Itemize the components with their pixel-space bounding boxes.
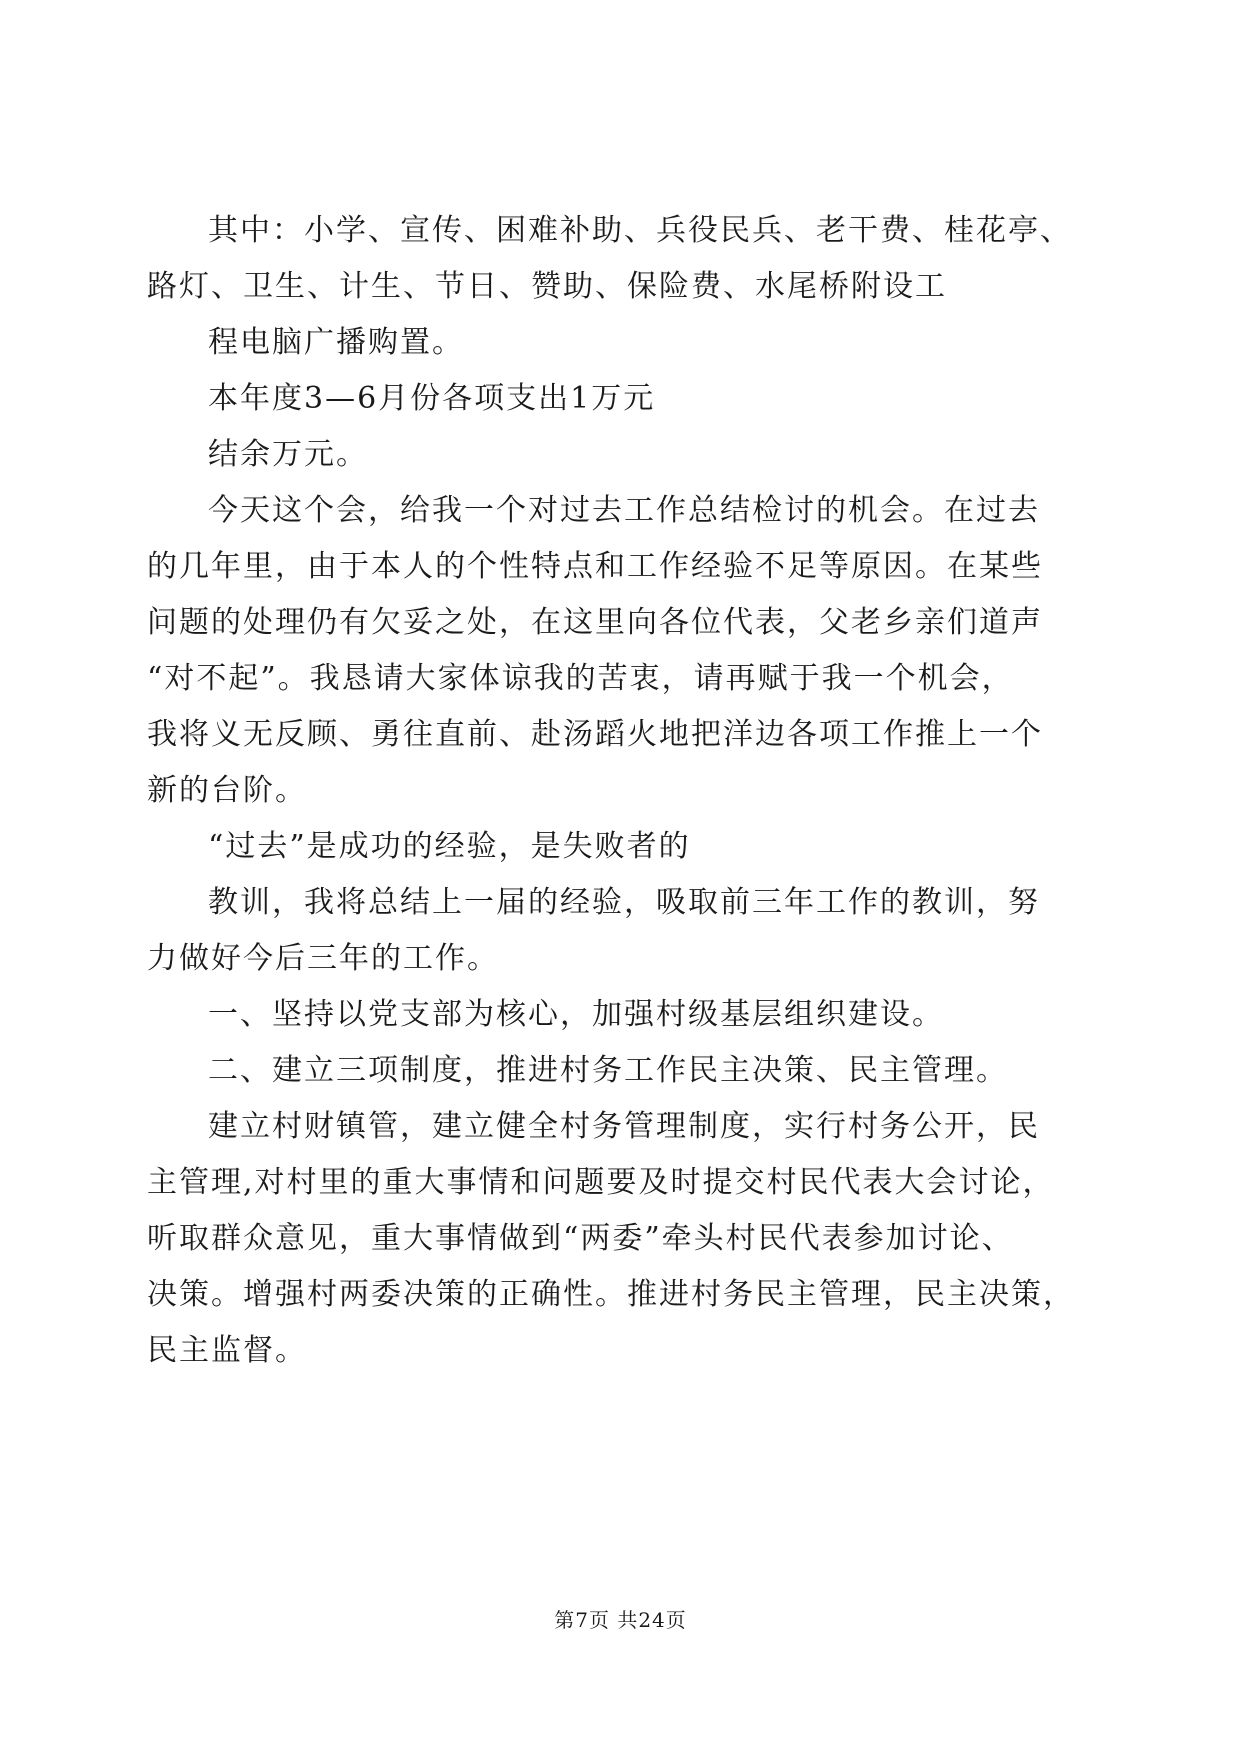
text-line: 路灯、卫生、计生、节日、赞助、保险费、水尾桥附设工: [147, 269, 947, 304]
text-line: 一、坚持以党支部为核心，加强村级基层组织建设。: [208, 997, 944, 1032]
text-line: 今天这个会，给我一个对过去工作总结检讨的机会。在过去: [208, 493, 1040, 528]
text-line: 新的台阶。: [147, 773, 307, 808]
text-line: 听取群众意见，重大事情做到“两委”牵头村民代表参加讨论、: [147, 1221, 1014, 1256]
text-line: 教训，我将总结上一届的经验，吸取前三年工作的教训，努: [208, 885, 1040, 920]
text-line: 民主监督。: [147, 1333, 307, 1368]
text-line: 我将义无反顾、勇往直前、赴汤蹈火地把洋边各项工作推上一个: [147, 717, 1043, 752]
page-footer: 第7页 共24页: [554, 1608, 687, 1632]
text-line: “过去”是成功的经验，是失败者的: [208, 829, 691, 864]
text-line: 其中：小学、宣传、困难补助、兵役民兵、老干费、桂花亭、: [208, 213, 1072, 248]
text-line: 结余万元。: [208, 437, 368, 472]
text-line: 本年度3—6月份各项支出1万元: [208, 381, 656, 416]
text-line: 决策。增强村两委决策的正确性。推进村务民主管理，民主决策，: [147, 1277, 1075, 1312]
text-line: 二、建立三项制度，推进村务工作民主决策、民主管理。: [208, 1053, 1008, 1088]
text-line: 问题的处理仍有欠妥之处，在这里向各位代表，父老乡亲们道声: [147, 605, 1043, 640]
text-line: 程电脑广播购置。: [208, 325, 464, 360]
text-line: 主管理,对村里的重大事情和问题要及时提交村民代表大会讨论，: [147, 1165, 1055, 1200]
text-line: 的几年里，由于本人的个性特点和工作经验不足等原因。在某些: [147, 549, 1043, 584]
text-line: 建立村财镇管，建立健全村务管理制度，实行村务公开，民: [208, 1109, 1040, 1144]
text-line: 力做好今后三年的工作。: [147, 941, 499, 976]
text-line: “对不起”。我恳请大家体谅我的苦衷，请再赋于我一个机会，: [147, 661, 1014, 696]
